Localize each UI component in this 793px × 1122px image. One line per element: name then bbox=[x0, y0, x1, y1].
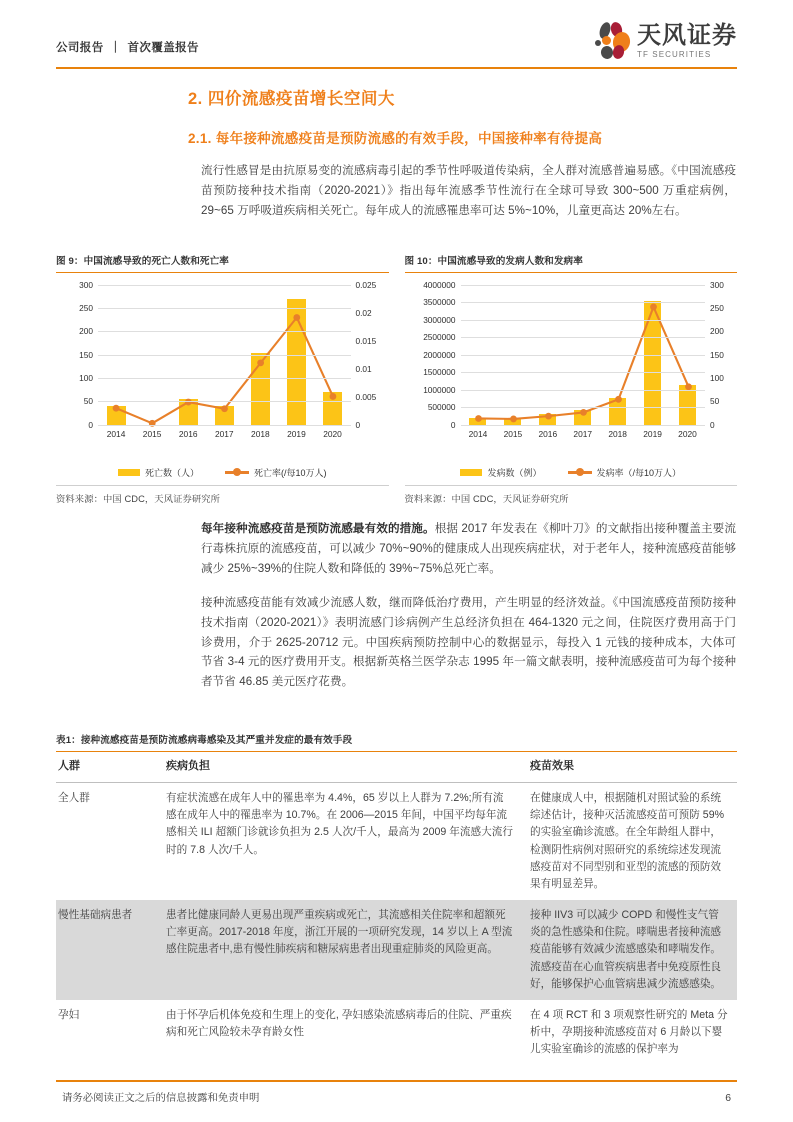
gridline bbox=[461, 302, 706, 303]
page-footer bbox=[56, 1080, 737, 1104]
x-axis-tick: 2020 bbox=[678, 428, 697, 439]
figure-row bbox=[56, 253, 737, 505]
column-header-burden: 疾病负担 bbox=[166, 760, 211, 773]
y-axis-tick-right: 0.005 bbox=[355, 391, 377, 402]
chart-10-legend-line bbox=[568, 466, 682, 479]
chart-10-plot-area bbox=[423, 279, 724, 439]
x-axis-tick: 2014 bbox=[106, 428, 126, 439]
y-axis-tick-left: 0 bbox=[450, 419, 456, 430]
y-axis-tick-right: 200 bbox=[710, 326, 724, 337]
logo-chinese-name: 天风证券 bbox=[637, 21, 737, 49]
chart-9-legend bbox=[56, 466, 389, 479]
gridline bbox=[461, 337, 706, 338]
logo-english-name: TF SECURITIES bbox=[637, 49, 712, 59]
gridline bbox=[461, 425, 706, 426]
y-axis-tick-right: 0.025 bbox=[355, 279, 377, 290]
subsection-heading: 2.1. 每年接种流感疫苗是预防流感的有效手段，中国接种率有待提高 bbox=[188, 131, 603, 146]
intro-text-block bbox=[201, 161, 736, 221]
y-axis-tick-left: 50 bbox=[83, 396, 93, 407]
cell-effect: 在健康成人中，根据随机对照试验的系统综述估计，接种灭活流感疫苗可预防 59%的实验室确诊流感。在全年龄组人群中，检测阴性病例对照研究的系统综述发现流感疫苗对不同型别和亚型的流感的预防效果有明显差异。 bbox=[530, 792, 725, 890]
y-axis-tick-left: 300 bbox=[79, 279, 93, 290]
chart-10-legend-bar bbox=[460, 466, 541, 479]
flower-logo-icon bbox=[593, 22, 630, 60]
x-axis-tick: 2019 bbox=[643, 428, 662, 439]
paragraph-3: 接种流感疫苗能有效减少流感人数，继而降低治疗费用，产生明显的经济效益。《中国流感疫苗预防接种技术指南（2020-2021）》表明流感门诊病例产生总经济负担在 464-1320 元之间，住院医疗费用高于门诊费用，介于 2625-20712 元。中国疾病预防控制中心的数据显示，每投入 1 元钱的接种成本，大体可节省 3-4 元的医疗费用开支。根据新英格兰医学杂志 1995 年一篇文献表明，接种流感疫苗可为每个接种者节省 46.85 美元医疗花费。 bbox=[201, 595, 736, 689]
x-axis-tick: 2020 bbox=[323, 428, 342, 439]
figure-10-caption: 中国流感导致的发病人数和发病率 bbox=[437, 255, 583, 267]
gridline bbox=[98, 401, 351, 402]
y-axis-tick-left: 200 bbox=[79, 326, 93, 337]
page-header bbox=[56, 0, 737, 62]
y-axis-tick-left: 3000000 bbox=[423, 314, 456, 325]
y-axis-tick-left: 2500000 bbox=[423, 332, 456, 343]
header-report-subtype: 首次覆盖报告 bbox=[127, 42, 199, 54]
figure-9-source-rule bbox=[56, 485, 389, 486]
gridline bbox=[461, 285, 706, 286]
figure-10-label: 图 10： bbox=[404, 255, 438, 267]
paragraph-2-body: 根据 2017 年发表在《柳叶刀》的文献指出接种覆盖主要流行毒株抗原的流感疫苗，可以减少 70%~90%的健康成人出现疾病症状，对于老年人，接种流感疫苗能够减少 25%~39%的住院人数和降低的 39%~75%总死亡率。 bbox=[201, 521, 736, 575]
chart-9-plot-area bbox=[79, 279, 377, 439]
table-1 bbox=[56, 751, 737, 1065]
chart-10-plot bbox=[405, 279, 738, 447]
y-axis-tick-left: 1500000 bbox=[423, 367, 456, 378]
company-logo bbox=[593, 22, 737, 62]
figure-10-source: 资料来源：中国 CDC，天风证券研究所 bbox=[404, 493, 569, 504]
gridline bbox=[461, 320, 706, 321]
y-axis-tick-left: 1000000 bbox=[423, 384, 456, 395]
chart-9-legend-line bbox=[225, 466, 327, 479]
cell-burden: 有症状流感在成年人中的罹患率为 4.4%，65 岁以上人群为 7.2%;所有流感在成年人中的罹患率为 10.7%。在 2006—2015 年间，中国平均每年流感相关 ILI 超额门诊就诊负担为 2.5 人次/千人，最高为 2009 年流感大流行时的 7.8 人次/千人。 bbox=[166, 792, 513, 856]
section-heading: 2. 四价流感疫苗增长空间大 bbox=[188, 90, 395, 108]
y-axis-tick-right: 0 bbox=[355, 419, 361, 430]
y-axis-tick-left: 250 bbox=[79, 303, 93, 314]
cell-effect: 接种 IIV3 可以减少 COPD 和慢性支气管炎的急性感染和住院。哮喘患者接种流感疫苗能够有效减少流感感染和哮喘发作。流感疫苗在心血管疾病患者中免疫原性良好，能够保护心血管病患减少流感感染。 bbox=[530, 909, 722, 990]
y-axis-tick-left: 0 bbox=[88, 419, 93, 430]
figure-10-source-rule bbox=[405, 485, 738, 486]
x-axis-tick: 2018 bbox=[251, 428, 270, 439]
figure-9-rule bbox=[56, 272, 389, 273]
figure-10 bbox=[405, 253, 738, 505]
chart-10-x-axis-labels bbox=[461, 425, 706, 439]
x-axis-tick: 2016 bbox=[538, 428, 558, 439]
table-1-caption: 表1：接种流感疫苗是预防流感病毒感染及其严重并发症的最有效手段 bbox=[56, 735, 353, 747]
chart-9-plot bbox=[56, 279, 389, 447]
figure-10-body bbox=[405, 279, 738, 479]
footer-disclaimer: 请务必阅读正文之后的信息披露和免责申明 bbox=[62, 1093, 260, 1104]
gridline bbox=[461, 355, 706, 356]
column-header-effect: 疫苗效果 bbox=[530, 760, 575, 773]
figure-10-rule bbox=[405, 272, 738, 273]
gridline bbox=[461, 372, 706, 373]
paragraph-2 bbox=[201, 519, 736, 579]
figure-9-source: 资料来源：中国 CDC，天风证券研究所 bbox=[56, 493, 221, 504]
table-row bbox=[56, 900, 737, 1000]
header-report-type: 公司报告 bbox=[56, 42, 104, 54]
header-separator: ｜ bbox=[109, 42, 122, 54]
line-swatch-icon bbox=[225, 468, 249, 477]
figure-9 bbox=[56, 253, 389, 505]
chart-9-legend-bar-label: 死亡数（人） bbox=[144, 467, 199, 478]
bar-swatch-icon bbox=[118, 469, 140, 476]
x-axis-tick: 2017 bbox=[573, 428, 593, 439]
chart-9-legend-bar bbox=[118, 466, 199, 479]
y-axis-tick-left: 100 bbox=[79, 373, 93, 384]
y-axis-tick-right: 300 bbox=[710, 279, 724, 290]
y-axis-tick-right: 0.01 bbox=[355, 363, 372, 374]
x-axis-tick: 2014 bbox=[468, 428, 488, 439]
figure-9-body bbox=[56, 279, 389, 479]
chart-10-legend-line-label: 发病率（/每10万人） bbox=[596, 467, 682, 478]
x-axis-tick: 2017 bbox=[214, 428, 234, 439]
x-axis-tick: 2016 bbox=[178, 428, 198, 439]
figure-9-label: 图 9： bbox=[56, 255, 84, 267]
y-axis-tick-right: 250 bbox=[710, 303, 724, 314]
paragraph-2-lead: 每年接种流感疫苗是预防流感最有效的措施。 bbox=[201, 521, 435, 535]
footer-row bbox=[56, 1089, 737, 1104]
gridline bbox=[98, 425, 351, 426]
x-axis-tick: 2015 bbox=[503, 428, 523, 439]
chart-10-legend bbox=[405, 466, 738, 479]
figure-10-title bbox=[405, 253, 738, 272]
table-row bbox=[56, 1000, 737, 1065]
gridline bbox=[98, 378, 351, 379]
figure-9-title bbox=[56, 253, 389, 272]
gridline bbox=[98, 331, 351, 332]
column-header-group: 人群 bbox=[58, 760, 81, 773]
header-breadcrumb bbox=[56, 39, 199, 62]
footer-page-number: 6 bbox=[725, 1093, 731, 1104]
x-axis-tick: 2019 bbox=[287, 428, 306, 439]
bar-swatch-icon bbox=[460, 469, 482, 476]
y-axis-tick-right: 100 bbox=[710, 373, 724, 384]
gridline bbox=[98, 355, 351, 356]
cell-group: 孕妇 bbox=[58, 1008, 80, 1021]
cell-group: 慢性基础病患者 bbox=[58, 909, 133, 922]
gridline bbox=[461, 390, 706, 391]
cell-effect: 在 4 项 RCT 和 3 项观察性研究的 Meta 分析中，孕期接种流感疫苗对 6 月龄以下婴儿实验室确诊的流感的保护率为 bbox=[530, 1008, 728, 1056]
y-axis-tick-left: 500000 bbox=[427, 402, 456, 413]
main-text-block bbox=[201, 519, 736, 693]
line-swatch-icon bbox=[568, 468, 592, 477]
table-1-body bbox=[56, 783, 737, 1066]
cell-burden: 患者比健康同龄人更易出现严重疾病或死亡，其流感相关住院率和超额死亡率更高。2017-2018 年度，浙江开展的一项研究发现，14 岁以上 A 型流感住院患者中,患有慢性肺疾病和糖尿病患者出现重症肺炎的风险更高。 bbox=[166, 909, 513, 956]
footer-divider bbox=[56, 1080, 737, 1082]
gridline bbox=[461, 407, 706, 408]
chart-10-legend-bar-label: 发病数（例） bbox=[487, 467, 542, 478]
y-axis-tick-right: 50 bbox=[710, 396, 720, 407]
chart-9-legend-line-label: 死亡率(/每10万人) bbox=[254, 467, 327, 478]
gridline bbox=[98, 308, 351, 309]
table-1-container bbox=[56, 732, 737, 1065]
y-axis-tick-right: 0 bbox=[710, 419, 715, 430]
y-axis-tick-right: 0.015 bbox=[355, 335, 377, 346]
table-header-row bbox=[56, 752, 737, 783]
table-1-head bbox=[56, 752, 737, 783]
y-axis-tick-right: 150 bbox=[710, 349, 724, 360]
cell-group: 全人群 bbox=[58, 792, 90, 805]
cell-burden: 由于怀孕后机体免疫和生理上的变化, 孕妇感染流感病毒后的住院、严重疾病和死亡风险较未孕育龄女性 bbox=[166, 1008, 512, 1038]
chart-9-x-axis-labels bbox=[98, 425, 351, 439]
y-axis-tick-left: 3500000 bbox=[423, 297, 456, 308]
figure-9-caption: 中国流感导致的死亡人数和死亡率 bbox=[83, 255, 229, 267]
y-axis-tick-left: 150 bbox=[79, 349, 93, 360]
header-divider bbox=[56, 67, 737, 69]
paragraph-1: 流行性感冒是由抗原易变的流感病毒引起的季节性呼吸道传染病，全人群对流感普遍易感。《中国流感疫苗预防接种技术指南（2020-2021）》指出每年流感季节性流行在全球可导致 300~500 万重症病例，29~65 万呼吸道疾病相关死亡。每年成人的流感罹患率可达 5%~10%，儿童更高达 20%左右。 bbox=[201, 164, 736, 217]
x-axis-tick: 2015 bbox=[142, 428, 162, 439]
logo-wordmark bbox=[637, 21, 737, 59]
y-axis-tick-right: 0.02 bbox=[355, 307, 372, 318]
table-row bbox=[56, 783, 737, 900]
y-axis-tick-left: 2000000 bbox=[423, 349, 456, 360]
y-axis-tick-left: 4000000 bbox=[423, 279, 456, 290]
x-axis-tick: 2018 bbox=[608, 428, 627, 439]
gridline bbox=[98, 285, 351, 286]
